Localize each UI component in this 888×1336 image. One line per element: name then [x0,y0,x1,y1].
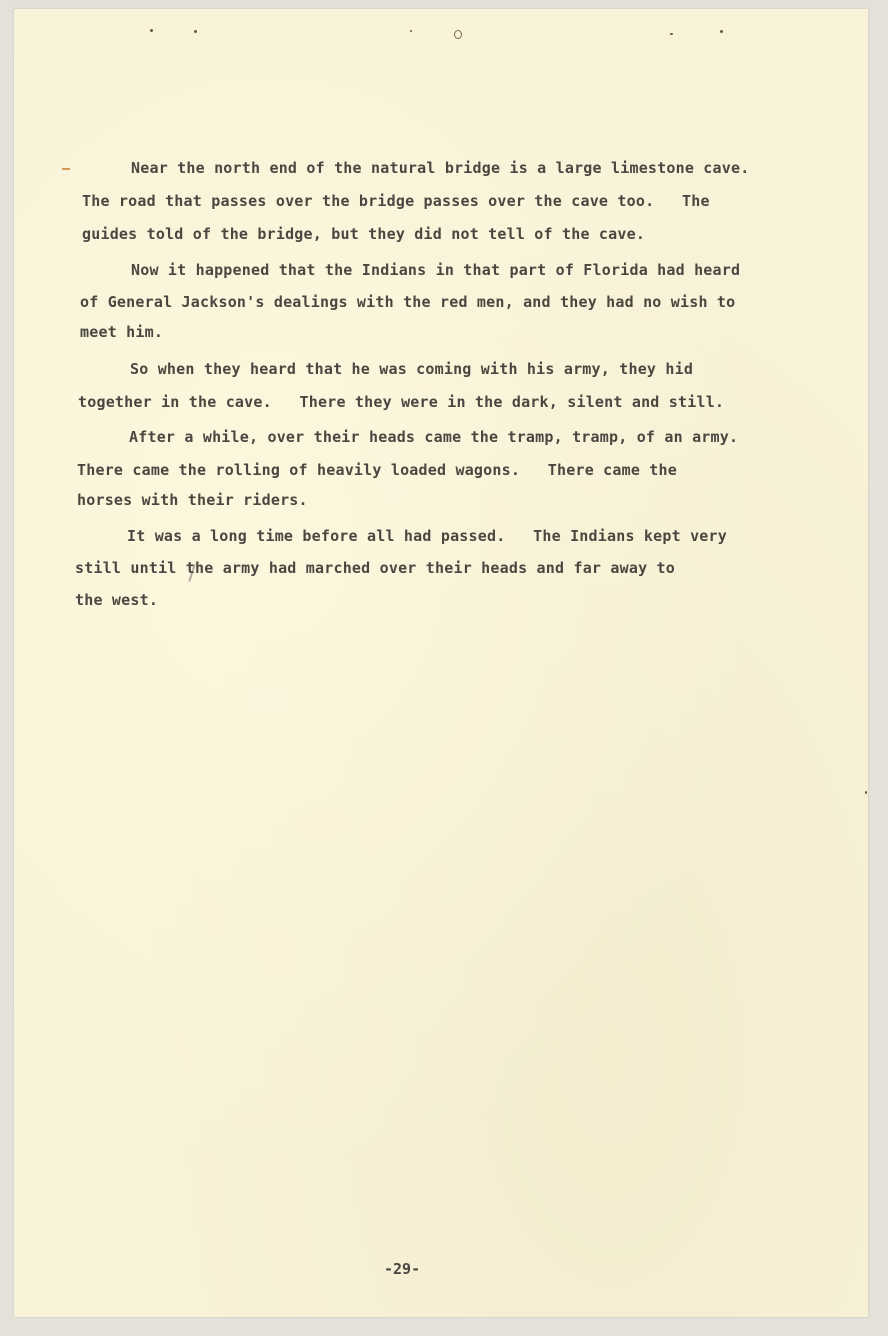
text-line: After a while, over their heads came the tramp, tramp, of an army. [129,428,739,446]
text-line: together in the cave. There they were in the dark, silent and still. [78,393,725,411]
text-line: So when they heard that he was coming with his army, they hid [130,360,694,378]
typewritten-page [14,9,868,1317]
text-line: the west. [75,591,159,609]
text-line: It was a long time before all had passed. The Indians kept very [127,527,727,545]
text-line: Near the north end of the natural bridge is a large limestone cave. [131,159,750,177]
text-line: horses with their riders. [77,491,308,509]
text-line: meet him. [80,323,164,341]
text-line: guides told of the bridge, but they did not tell of the cave. [82,225,646,243]
text-line: There came the rolling of heavily loaded wagons. There came the [77,461,677,479]
text-line: The road that passes over the bridge passes over the cave too. The [82,192,710,210]
body-text [14,9,868,1317]
text-line: Now it happened that the Indians in that part of Florida had heard [131,261,741,279]
text-line: of General Jackson's dealings with the red men, and they had no wish to [80,293,736,311]
text-line: still until the army had marched over their heads and far away to [75,559,675,577]
page-number: -29- [384,1260,421,1278]
